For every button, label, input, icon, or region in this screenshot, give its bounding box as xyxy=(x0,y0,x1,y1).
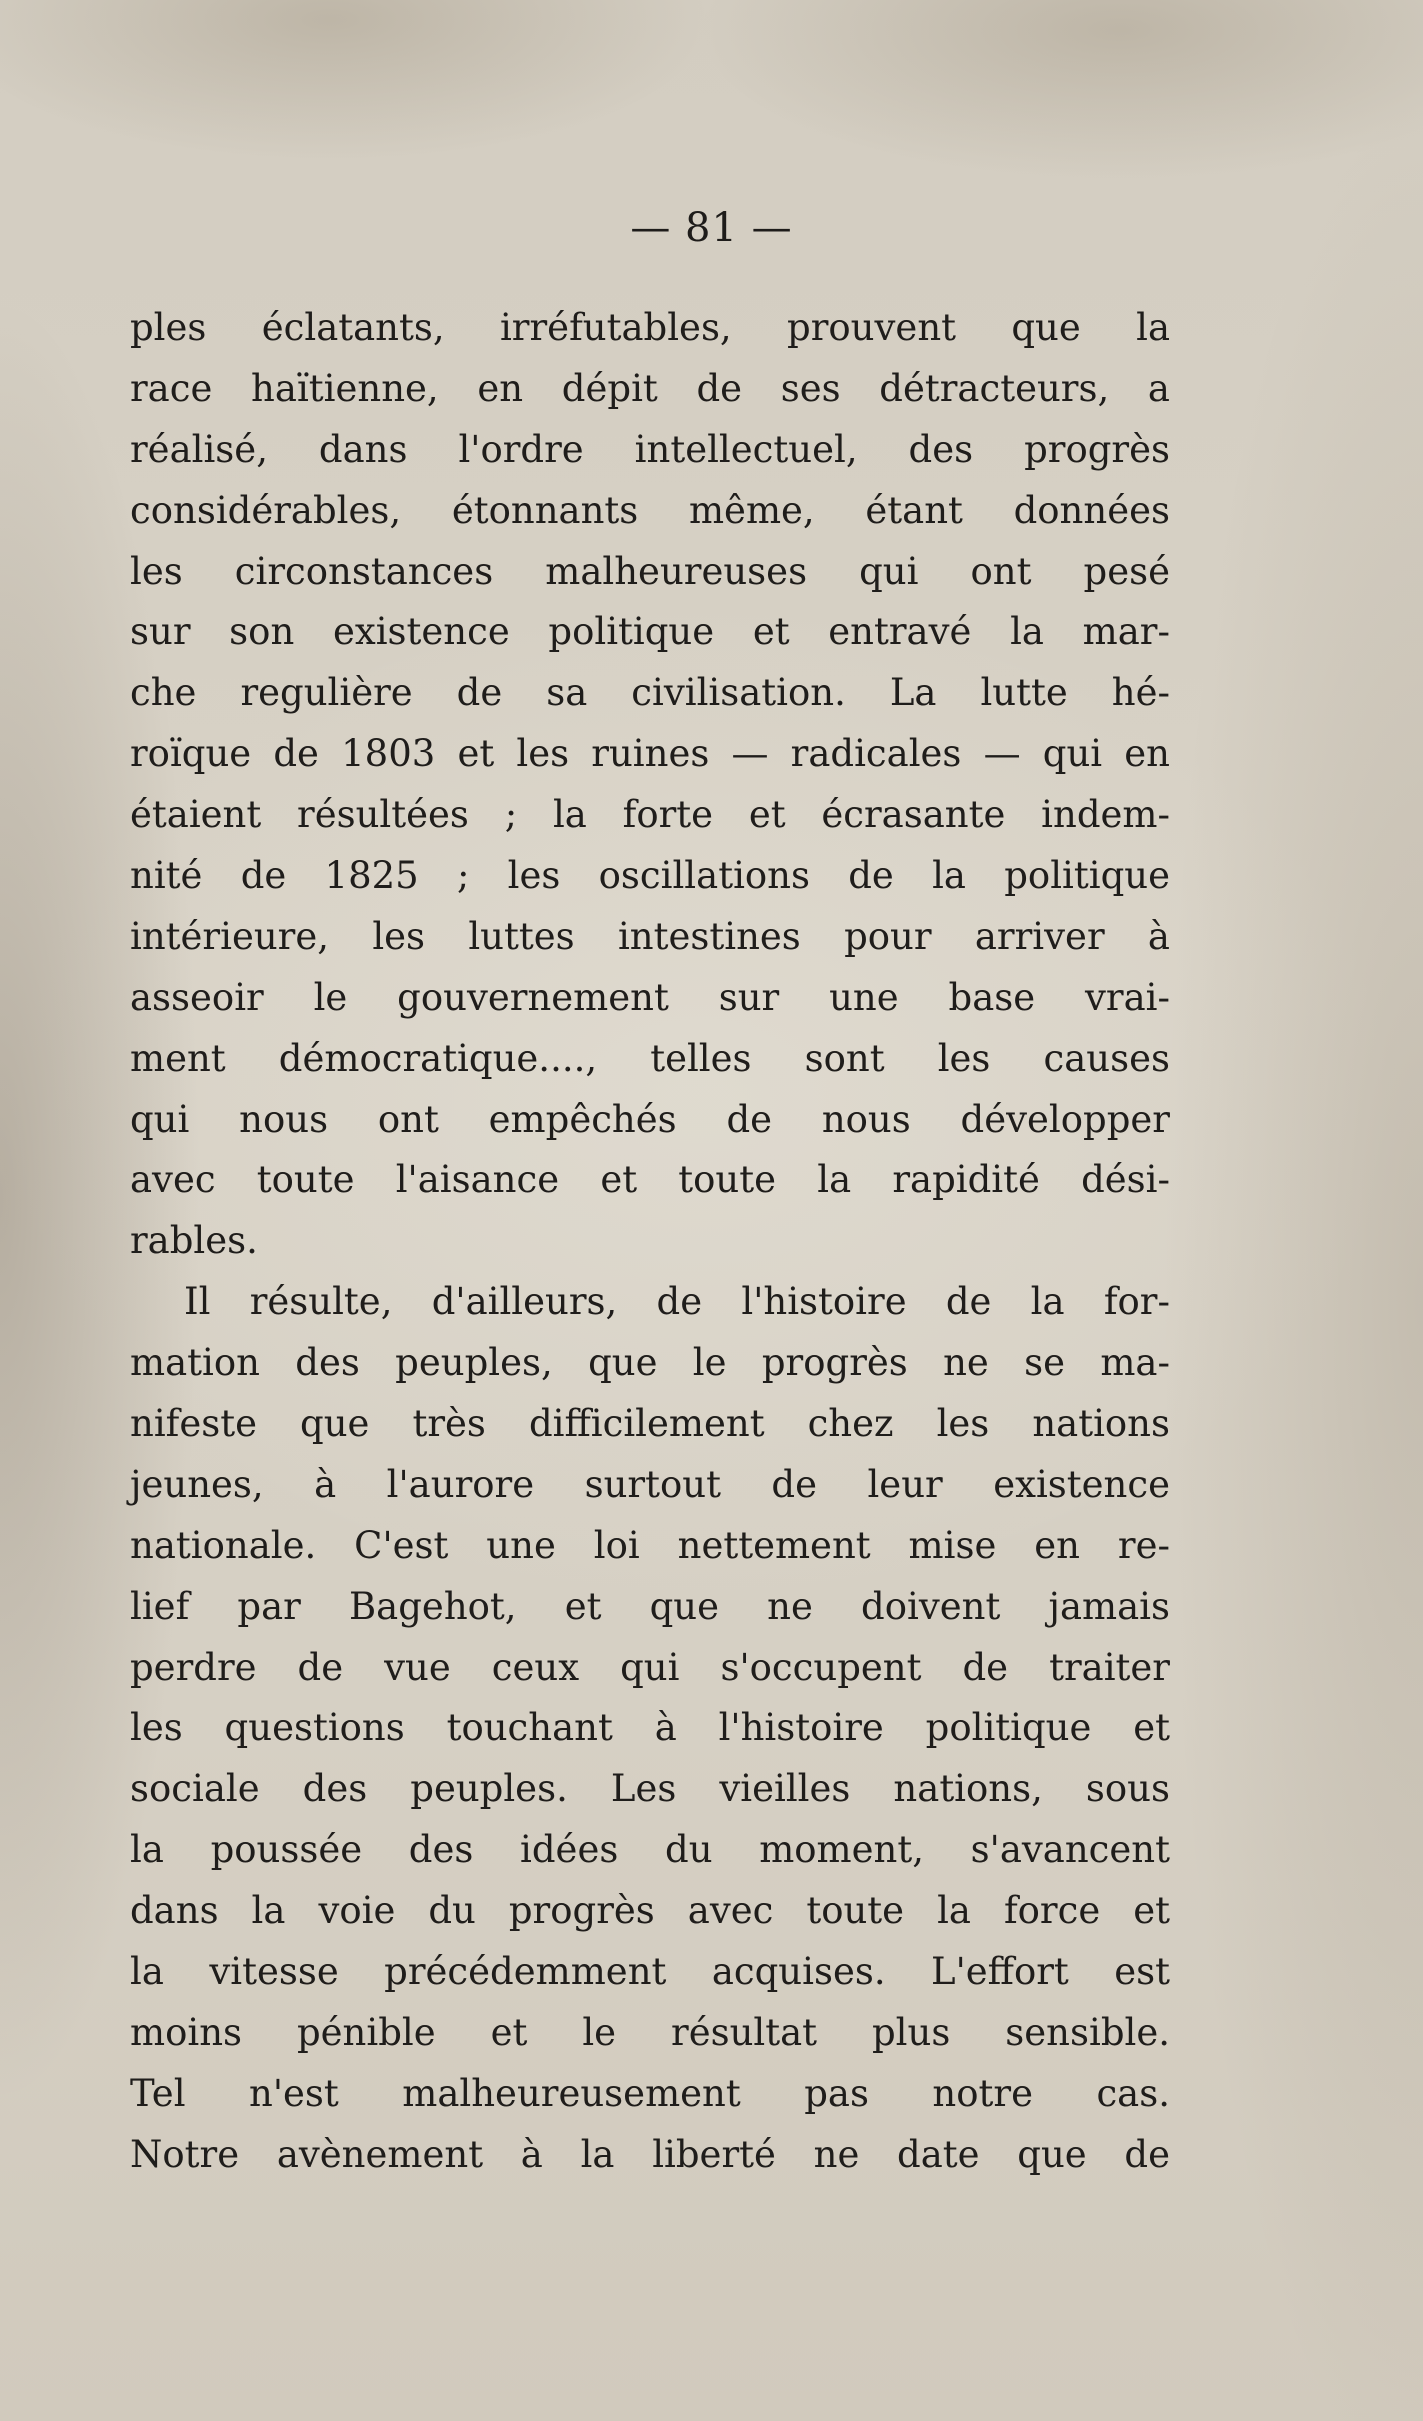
text-line: rables. xyxy=(130,1219,258,1263)
text-line: che regulière de sa civilisation. La lutte hé- xyxy=(130,671,1170,715)
text-line: avec toute l'aisance et toute la rapidité dési- xyxy=(130,1158,1170,1202)
text-line: la poussée des idées du moment, s'avancent xyxy=(130,1828,1170,1872)
text-line: sociale des peuples. Les vieilles nations, sous xyxy=(130,1767,1170,1811)
text-line: sur son existence politique et entravé la mar- xyxy=(130,610,1170,654)
text-line: moins pénible et le résultat plus sensible. xyxy=(130,2010,1170,2054)
text-line: lief par Bagehot, et que ne doivent jamais xyxy=(130,1584,1170,1628)
paragraph-2 xyxy=(130,1272,1170,2185)
text-line: asseoir le gouvernement sur une base vrai- xyxy=(130,975,1170,1019)
text-line: race haïtienne, en dépit de ses détracteurs, a xyxy=(130,366,1170,410)
text-line: jeunes, à l'aurore surtout de leur existence xyxy=(130,1462,1170,1506)
text-line: roïque de 1803 et les ruines — radicales — qui en xyxy=(130,732,1170,776)
text-line: intérieure, les luttes intestines pour arriver à xyxy=(130,914,1170,958)
text-line: ment démocratique...., telles sont les causes xyxy=(130,1036,1170,1080)
page-number: — 81 — xyxy=(630,205,793,251)
text-line: étaient résultées ; la forte et écrasante indem- xyxy=(130,793,1170,837)
text-line: nifeste que très difficilement chez les nations xyxy=(130,1402,1170,1446)
body-text xyxy=(130,298,1170,2186)
text-line: mation des peuples, que le progrès ne se ma- xyxy=(130,1341,1170,1385)
text-line: qui nous ont empêchés de nous développer xyxy=(130,1097,1170,1141)
text-line: Notre avènement à la liberté ne date que de xyxy=(130,2132,1170,2176)
paragraph-1 xyxy=(130,298,1170,1272)
text-line: Il résulte, d'ailleurs, de l'histoire de la for- xyxy=(184,1280,1170,1324)
text-line: réalisé, dans l'ordre intellectuel, des progrès xyxy=(130,427,1170,471)
text-line: nité de 1825 ; les oscillations de la politique xyxy=(130,854,1170,898)
text-line: nationale. C'est une loi nettement mise en re- xyxy=(130,1523,1170,1567)
text-line: Tel n'est malheureusement pas notre cas. xyxy=(130,2071,1170,2115)
text-line: les questions touchant à l'histoire politique et xyxy=(130,1706,1170,1750)
text-line: les circonstances malheureuses qui ont pesé xyxy=(130,549,1170,593)
text-line: dans la voie du progrès avec toute la force et xyxy=(130,1889,1170,1933)
text-line: la vitesse précédemment acquises. L'effort est xyxy=(130,1950,1170,1994)
text-line: perdre de vue ceux qui s'occupent de traiter xyxy=(130,1645,1170,1689)
text-line: ples éclatants, irréfutables, prouvent que la xyxy=(130,306,1170,349)
text-line: considérables, étonnants même, étant données xyxy=(130,488,1170,532)
